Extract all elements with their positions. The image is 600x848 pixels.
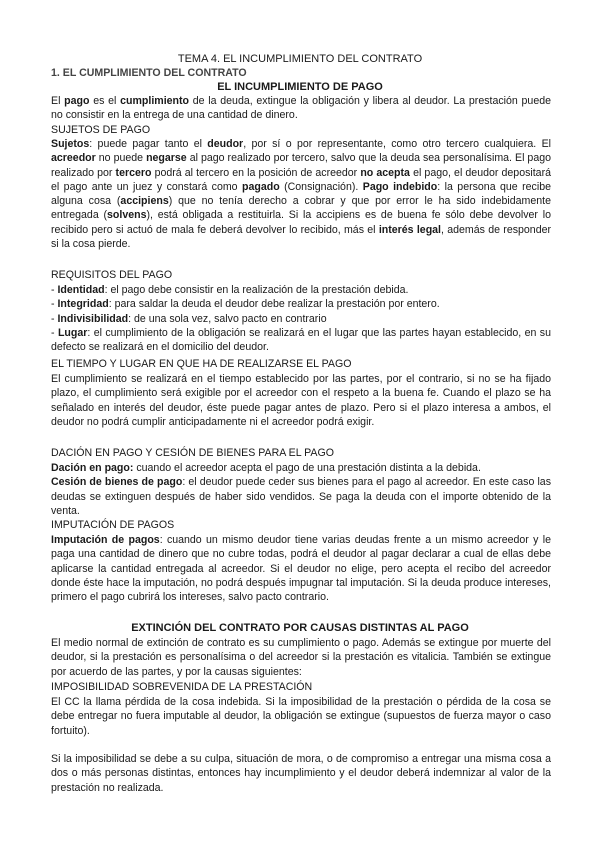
imputacion-paragraph: Imputación de pagos: cuando un mismo deudor tiene varias deudas frente a un mismo acreedor y le paga una cantidad de dinero que no cubre todas, podrá el deudor al pagar declarar a cual de ellas debe aplicarse la cantidad entregada al acreedor. Si el deudor no elige, pero acepta el recibo del acreedor donde éste hace la imputación, no podrá después impugnar tal imputación. Si la deuda produce intereses, primero el pago cubrirá los intereses, salvo pacto contrario. bbox=[51, 534, 551, 604]
tiempo-paragraph: El cumplimiento se realizará en el tiempo establecido por las partes, por el contrario, si no se ha fijado plazo, el cumplimiento será exigible por el acreedor con el respeto a la buena fe. Cuando el plazo se ha señalado en interés del deudor, éste puede pagar antes de plazo. Pero si el plazo interesa a ambos, el deudor no podrá cumplir anticipadamente ni el acreedor podrá exigir. bbox=[51, 373, 551, 428]
document-title: TEMA 4. EL INCUMPLIMIENTO DEL CONTRATO bbox=[177, 53, 423, 65]
requisitos-heading: REQUISITOS DEL PAGO bbox=[51, 269, 173, 281]
extincion-paragraph: El medio normal de extinción de contrato es su cumplimiento o pago. Además se extingue por muerte del deudor, si la prestación es personalísima o del acreedor si la prestación es vitalicia. También se extingue por acuerdo de las partes, y por la causas siguientes: bbox=[51, 637, 551, 678]
requisito-item-lugar: - Lugar: el cumplimiento de la obligación se realizará en el lugar que las partes hayan establecido, en su defecto se realizará en el domicilio del deudor. bbox=[51, 326, 551, 354]
incumplimiento-heading: EL INCUMPLIMIENTO DE PAGO bbox=[217, 81, 383, 93]
extincion-heading: EXTINCIÓN DEL CONTRATO POR CAUSAS DISTINTAS AL PAGO bbox=[131, 622, 469, 634]
dacion-heading: DACIÓN EN PAGO Y CESIÓN DE BIENES PARA EL PAGO bbox=[51, 447, 334, 459]
imputacion-heading: IMPUTACIÓN DE PAGOS bbox=[51, 519, 175, 531]
tiempo-heading: EL TIEMPO Y LUGAR EN QUE HA DE REALIZARSE EL PAGO bbox=[51, 358, 352, 370]
sujetos-heading: SUJETOS DE PAGO bbox=[51, 124, 151, 136]
imposibilidad-paragraph-2: Si la imposibilidad se debe a su culpa, situación de mora, o de compromiso a entregar una misma cosa a dos o más personas distintas, entonces hay incumplimiento y el deudor deberá indemnizar al valor de la prestación no realizada. bbox=[51, 753, 551, 794]
section-1-title: 1. EL CUMPLIMIENTO DEL CONTRATO bbox=[51, 67, 247, 79]
pago-intro-paragraph: El pago es el cumplimiento de la deuda, extingue la obligación y libera al deudor. La prestación puede no consistir en la entrega de una cantidad de dinero. bbox=[51, 95, 551, 122]
requisito-item-identidad: - Identidad: el pago debe consistir en la realización de la prestación debida. bbox=[51, 284, 409, 296]
requisitos-list bbox=[51, 283, 551, 354]
imposibilidad-paragraph-1: El CC la llama pérdida de la cosa indebida. Si la imposibilidad de la prestación o pérdida de la cosa se debe entregar no fuera imputable al deudor, la obligación se extingue (supuestos de fuerza mayor o caso fortuito). bbox=[51, 696, 551, 737]
requisito-item-indivisibilidad: - Indivisibilidad: de una sola vez, salvo pacto en contrario bbox=[51, 312, 327, 325]
imposibilidad-heading: IMPOSIBILIDAD SOBREVENIDA DE LA PRESTACIÓN bbox=[51, 681, 313, 693]
requisito-item-integridad: - Integridad: para saldar la deuda el deudor debe realizar la prestación por entero. bbox=[51, 298, 440, 311]
sujetos-paragraph: Sujetos: puede pagar tanto el deudor, por sí o por representante, como otro tercero cualquiera. El acreedor no puede negarse al pago realizado por tercero, salvo que la deuda sea personalísima. El pago realizado por tercero podrá al tercero en la posición de acreedor no acepta el pago, el deudor depositará el pago ante un juez y constará como pagado (Consignación). Pago indebido: la persona que recibe alguna cosa (accipiens) que no tenía derecho a cobrar y que por error le ha sido indebidamente entregada (solvens), está obligada a restituirla. Si la accipiens es de buena fe sólo debe devolver lo recibido pero si actuó de mala fe deberá devolver lo recibido, más el interés legal, además de responder si la cosa pierde. bbox=[51, 138, 552, 251]
dacion-paragraph: Dación en pago: cuando el acreedor acepta el pago de una prestación distinta a la debida. Cesión de bienes de pago: el deudor puede ceder sus bienes para el pago al acreedor. En este caso las deudas se extinguen después de haber sido vendidos. Se paga la deuda con el importe obtenido de la venta. bbox=[51, 462, 551, 517]
